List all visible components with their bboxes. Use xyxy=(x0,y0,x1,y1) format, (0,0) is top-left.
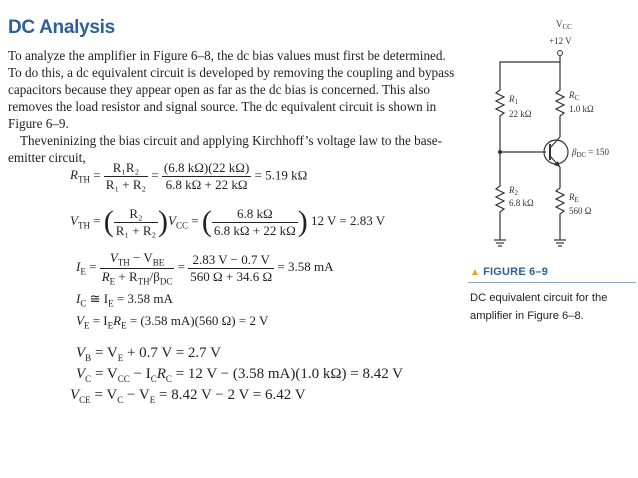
ie-result: = 3.58 mA xyxy=(277,259,334,275)
rc-resistor-icon xyxy=(556,85,564,137)
re-label: $R_E$ xyxy=(569,192,579,204)
ie-fraction-symbolic: $\frac{V_{TH} - V_{BE}}{R_E + R_{TH}/\beta_{DC}}$ xyxy=(101,250,173,287)
r1-label: $R_1$ xyxy=(509,94,518,106)
rc-label: $R_C$ xyxy=(569,90,580,102)
equation-ve: $V_E = I_ER_E = (3.58$ mA)(560 Ω) = 2 V xyxy=(76,313,269,331)
vth-fraction-numeric: $\frac{6.8 k\Omega}{6.8 k\Omega + 22 k\Omega}$ xyxy=(213,205,296,238)
intro-paragraph-1: To analyze the amplifier in Figure 6–8, the dc bias values must first be determined. To do this, a dc equivalent circuit is developed by removing the coupling and bypass capacitors because they appear open as far as the dc bias is concerned. This also removes the load resistor and signal source. The dc equivalent circuit is shown in Figure 6–9. xyxy=(8,48,455,131)
rc-value: 1.0 kΩ xyxy=(569,104,594,114)
equation-vce: $V_{CE} = V_C - V_E = 8.42$ V − 2 V = 6.42 V xyxy=(70,387,306,405)
top-rail-left xyxy=(500,56,560,85)
caption-divider xyxy=(468,282,636,283)
dc-equivalent-circuit-diagram xyxy=(476,0,638,260)
vcc-value: +12 V xyxy=(549,36,572,46)
vcc-label: $V_{CC}$ xyxy=(556,19,572,31)
vth-result: 12 V = 2.83 V xyxy=(311,212,386,228)
ie-lhs: $I_E$ xyxy=(76,259,86,277)
triangle-marker-icon: ▲ xyxy=(470,267,481,278)
figure-caption: DC equivalent circuit for the amplifier in Figure 6–8. xyxy=(470,292,608,322)
intro-paragraph-2: Theveninizing the bias circuit and applying Kirchhoff’s voltage law to the base-emitter circuit, xyxy=(8,133,442,165)
equation-rth: $R_{TH}$ = $\frac{\text{R₁R₂}}{\text{R₁ + R₂}}$ = $\frac{(6.8 k\Omega)(22 k\Omega)}{6.8 k\Omega + 22 k\Omega}$ = 5.19 kΩ xyxy=(70,160,308,192)
intro-text xyxy=(8,47,460,166)
equation-vth: $V_{TH}$ = ( $\frac{\text{R₂}}{\text{R₁ + R₂}}$ )$V_{CC}$ = ( $\frac{6.8 k\Omega}{6.8 k\Omega + 22 k\Omega}$ ) 12 V = 2.83 V xyxy=(70,205,386,238)
vcc-terminal-icon xyxy=(558,51,563,56)
r2-resistor-icon xyxy=(496,152,504,240)
equation-ic: $I_C$ ≅ $I_E = 3.58$ mA xyxy=(76,291,173,309)
r1-resistor-icon xyxy=(496,85,504,150)
rth-fraction-numeric: $\frac{(6.8 k\Omega)(22 k\Omega)}{6.8 k\Omega + 22 k\Omega}$ xyxy=(163,160,250,192)
rth-result: = 5.19 kΩ xyxy=(254,167,308,183)
re-value: 560 Ω xyxy=(569,206,592,216)
ie-fraction-numeric: $\frac{2.83 V - 0.7 V}{560 \Omega + 34.6 \Omega}$ xyxy=(190,251,273,284)
ground-left-icon xyxy=(494,240,506,246)
transistor-collector xyxy=(550,137,560,148)
r2-value: 6.8 kΩ xyxy=(509,198,534,208)
beta-label: $\beta_{DC} = 150$ xyxy=(572,147,610,159)
ground-right-icon xyxy=(554,240,566,246)
npn-transistor-icon xyxy=(544,140,568,164)
rth-fraction-symbolic: $\frac{\text{R₁R₂}}{\text{R₁ + R₂}}$ xyxy=(105,160,147,192)
equation-ie: $I_E$ = $\frac{V_{TH} - V_{BE}}{R_E + R_{TH}/\beta_{DC}}$ = $\frac{2.83 V - 0.7 V}{560 \Omega + 34.6 \Omega}$ = 3.58 mA xyxy=(76,250,334,287)
equation-vc: $V_C = V_{CC} - I_CR_C = 12$ V − (3.58 mA)(1.0 kΩ) = 8.42 V xyxy=(76,366,404,384)
figure-label: ▲ FIGURE 6–9 xyxy=(470,266,549,278)
equation-vb: $V_B = V_E + 0.7$ V = 2.7 V xyxy=(76,345,221,363)
section-heading: DC Analysis xyxy=(8,17,115,38)
r1-value: 22 kΩ xyxy=(509,109,532,119)
vth-fraction-symbolic: $\frac{\text{R₂}}{\text{R₁ + R₂}}$ xyxy=(115,205,157,238)
r2-label: $R_2$ xyxy=(509,185,518,197)
re-resistor-icon xyxy=(556,167,564,240)
rth-lhs: $R_{TH}$ xyxy=(70,167,90,186)
vth-lhs: $V_{TH}$ xyxy=(70,212,90,231)
